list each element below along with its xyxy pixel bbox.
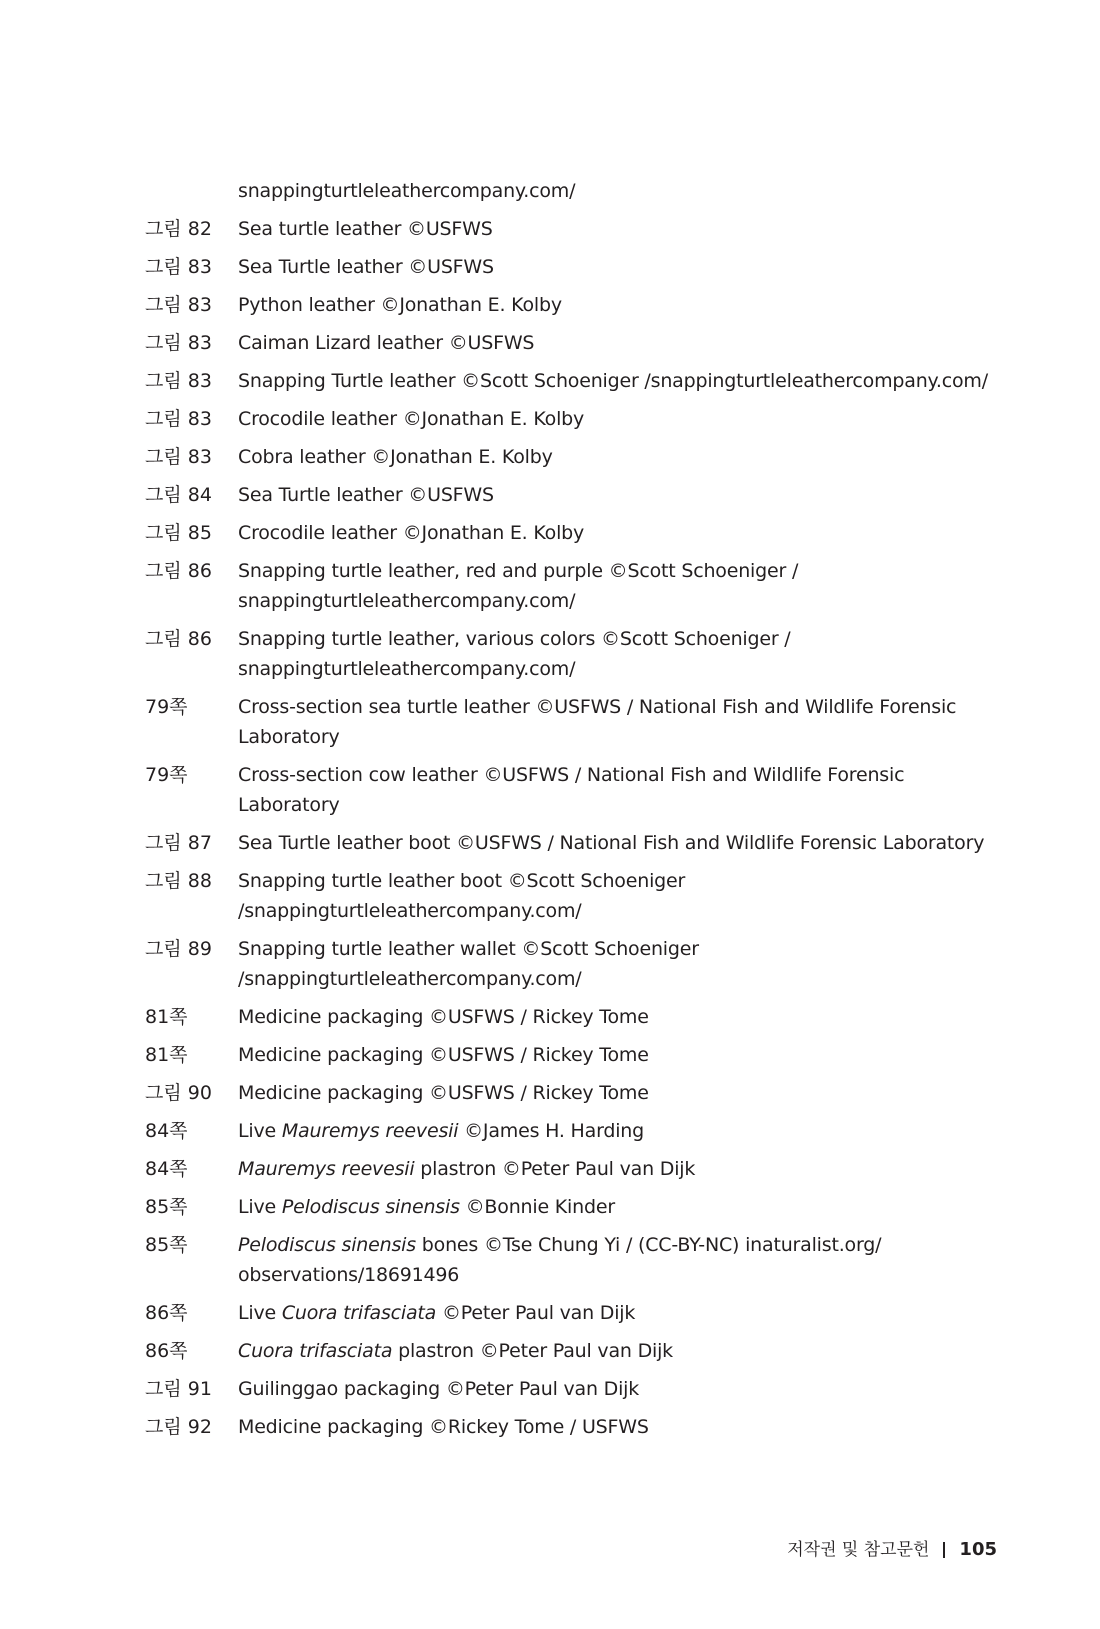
credit-entry	[145, 366, 995, 396]
credit-text	[238, 1002, 995, 1032]
species-name: Pelodiscus sinensis	[238, 1234, 416, 1256]
credit-text	[238, 1412, 995, 1442]
page-footer	[787, 1538, 997, 1562]
credit-label: 그림 83	[145, 370, 212, 392]
credit-entry	[145, 1078, 995, 1108]
credit-label: 그림 86	[145, 628, 212, 650]
credit-text-segment: Live	[238, 1196, 282, 1218]
credit-label: 그림 90	[145, 1082, 212, 1104]
credit-text	[238, 828, 995, 858]
species-name: Pelodiscus sinensis	[281, 1196, 460, 1218]
credit-text-segment: Python leather ©Jonathan E. Kolby	[238, 294, 562, 316]
credit-text	[238, 214, 995, 244]
credit-entry	[145, 252, 995, 282]
credit-text	[238, 1374, 995, 1404]
credit-label: 81쪽	[145, 1044, 188, 1066]
species-name: Cuora trifasciata	[238, 1340, 393, 1362]
credit-entry	[145, 934, 995, 994]
credit-text	[238, 760, 995, 820]
credit-label: 그림 83	[145, 294, 212, 316]
credit-text-segment: Crocodile leather ©Jonathan E. Kolby	[238, 408, 585, 430]
credit-entry	[145, 1412, 995, 1442]
credit-entry	[145, 1192, 995, 1222]
credit-text-segment: ©Bonnie Kinder	[459, 1196, 615, 1218]
credit-text-segment: Snapping turtle leather, various colors ©Scott Schoeniger / snappingturtleleathercompany.com/	[238, 628, 791, 680]
credit-text	[238, 252, 995, 282]
credit-text-segment: Sea Turtle leather boot ©USFWS / National Fish and Wildlife Forensic Laboratory	[238, 832, 985, 854]
credit-entry	[145, 442, 995, 472]
credit-text-segment: Medicine packaging ©USFWS / Rickey Tome	[238, 1082, 649, 1104]
credit-text	[238, 934, 995, 994]
credit-entry	[145, 760, 995, 820]
credit-text	[238, 556, 995, 616]
credit-label: 79쪽	[145, 696, 188, 718]
credit-text-segment: ©James H. Harding	[458, 1120, 645, 1142]
credit-label: 85쪽	[145, 1234, 188, 1256]
credit-text-segment: Snapping turtle leather, red and purple ©Scott Schoeniger / snappingturtleleathercompany.com/	[238, 560, 799, 612]
credit-label: 그림 83	[145, 332, 212, 354]
credit-entry	[145, 1298, 995, 1328]
credit-text	[238, 1336, 995, 1366]
credit-text-segment: Live	[238, 1302, 282, 1324]
credit-label: 그림 85	[145, 522, 212, 544]
credit-entry	[145, 1374, 995, 1404]
credit-text-segment: Live	[238, 1120, 282, 1142]
credit-label: 그림 87	[145, 832, 212, 854]
credit-text	[238, 1116, 995, 1146]
credit-label: 그림 91	[145, 1378, 212, 1400]
credit-label: 79쪽	[145, 764, 188, 786]
credit-label: 그림 82	[145, 218, 212, 240]
credit-text	[238, 290, 995, 320]
species-name: Mauremys reevesii	[281, 1120, 459, 1142]
credit-label: 84쪽	[145, 1158, 188, 1180]
credit-entry	[145, 1230, 995, 1290]
credit-text	[238, 366, 995, 396]
credit-label: 81쪽	[145, 1006, 188, 1028]
credit-text-segment: Sea turtle leather ©USFWS	[238, 218, 493, 240]
credit-text-segment: Guilinggao packaging ©Peter Paul van Dijk	[238, 1378, 640, 1400]
credit-text	[238, 404, 995, 434]
credit-text	[238, 624, 995, 684]
credit-text-segment: ©Peter Paul van Dijk	[436, 1302, 636, 1324]
credit-text-segment: Medicine packaging ©USFWS / Rickey Tome	[238, 1006, 649, 1028]
credit-text	[238, 1040, 995, 1070]
credit-label: 그림 83	[145, 408, 212, 430]
credit-text	[238, 692, 995, 752]
credit-entry	[145, 290, 995, 320]
credit-text	[238, 1078, 995, 1108]
credit-entry	[145, 624, 995, 684]
credit-text	[238, 1230, 995, 1290]
continuation-line	[145, 176, 995, 206]
credit-text-segment: Cross-section sea turtle leather ©USFWS / National Fish and Wildlife Forensic Laboratory	[238, 696, 957, 748]
credit-text-segment: Medicine packaging ©USFWS / Rickey Tome	[238, 1044, 649, 1066]
credit-entry	[145, 214, 995, 244]
credit-text	[238, 1154, 995, 1184]
footer-separator	[943, 1542, 945, 1558]
credit-text-segment: Crocodile leather ©Jonathan E. Kolby	[238, 522, 585, 544]
credit-text	[238, 480, 995, 510]
credit-text-segment: Sea Turtle leather ©USFWS	[238, 484, 494, 506]
credit-entry	[145, 1336, 995, 1366]
page-number: 105	[959, 1539, 997, 1560]
credit-text-segment: plastron ©Peter Paul van Dijk	[392, 1340, 673, 1362]
credit-text-segment: Cobra leather ©Jonathan E. Kolby	[238, 446, 553, 468]
credit-label: 그림 89	[145, 938, 212, 960]
credit-text-segment: plastron ©Peter Paul van Dijk	[414, 1158, 696, 1180]
credit-entry	[145, 480, 995, 510]
credit-entry	[145, 328, 995, 358]
credit-label: 86쪽	[145, 1302, 188, 1324]
credit-entry	[145, 518, 995, 548]
credit-label: 85쪽	[145, 1196, 188, 1218]
credit-text	[238, 1192, 995, 1222]
credit-text-segment: Snapping turtle leather wallet ©Scott Schoeniger /snappingturtleleathercompany.com/	[238, 938, 699, 990]
credit-text-segment: Caiman Lizard leather ©USFWS	[238, 332, 535, 354]
credit-entry	[145, 556, 995, 616]
credit-text	[238, 328, 995, 358]
credit-entry	[145, 1002, 995, 1032]
credit-label: 그림 84	[145, 484, 212, 506]
species-name: Mauremys reevesii	[238, 1158, 415, 1180]
credit-label: 86쪽	[145, 1340, 188, 1362]
credit-text-segment: Sea Turtle leather ©USFWS	[238, 256, 494, 278]
credit-label: 그림 88	[145, 870, 212, 892]
credits-list	[145, 176, 995, 1450]
species-name: Cuora trifasciata	[281, 1302, 437, 1324]
credit-entry	[145, 404, 995, 434]
credit-label: 그림 92	[145, 1416, 212, 1438]
footer-section-title: 저작권 및 참고문헌	[787, 1540, 930, 1560]
credit-label: 그림 83	[145, 256, 212, 278]
credit-text-segment: Snapping turtle leather boot ©Scott Schoeniger /snappingturtleleathercompany.com/	[238, 870, 686, 922]
continuation-text: snappingturtleleathercompany.com/	[238, 180, 576, 202]
credit-entry	[145, 692, 995, 752]
credit-text-segment: Snapping Turtle leather ©Scott Schoeniger /snappingturtleleathercompany.com/	[238, 370, 988, 392]
credit-entry	[145, 828, 995, 858]
credit-text-segment: bones ©Tse Chung Yi / (CC-BY-NC) inaturalist.org/ observations/18691496	[238, 1234, 882, 1286]
credit-label: 그림 83	[145, 446, 212, 468]
credit-text-segment: Cross-section cow leather ©USFWS / National Fish and Wildlife Forensic Laboratory	[238, 764, 905, 816]
credit-label: 그림 86	[145, 560, 212, 582]
credit-text-segment: Medicine packaging ©Rickey Tome / USFWS	[238, 1416, 649, 1438]
credit-label: 84쪽	[145, 1120, 188, 1142]
credit-entry	[145, 1116, 995, 1146]
credit-text	[238, 1298, 995, 1328]
credit-text	[238, 866, 995, 926]
credit-entry	[145, 1040, 995, 1070]
credit-entry	[145, 866, 995, 926]
credit-text	[238, 442, 995, 472]
credit-entry	[145, 1154, 995, 1184]
credit-text	[238, 518, 995, 548]
